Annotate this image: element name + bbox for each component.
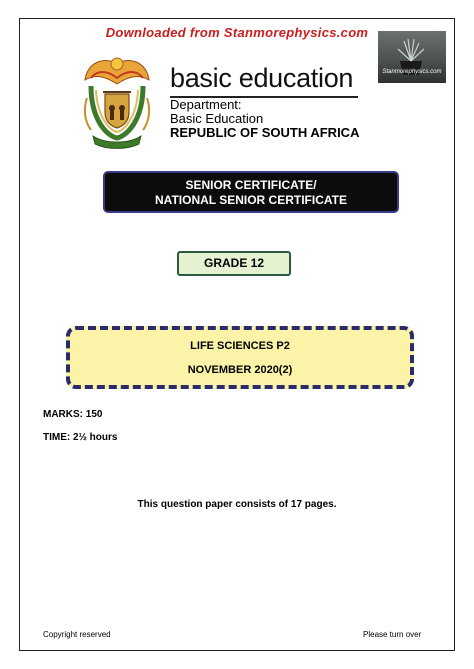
exam-session: NOVEMBER 2020(2): [187, 364, 293, 376]
subject-name: LIFE SCIENCES P2: [190, 340, 290, 352]
page-count-note: This question paper consists of 17 pages.: [137, 499, 337, 510]
downloaded-from-banner: Downloaded from Stanmorephysics.com: [105, 25, 369, 40]
grade-badge: GRADE 12: [177, 251, 291, 276]
copyright-footer: Copyright reserved: [43, 630, 111, 639]
subject-panel: [66, 326, 414, 389]
department-block: [170, 98, 359, 140]
coat-of-arms-icon: [77, 50, 157, 150]
certificate-line-2: NATIONAL SENIOR CERTIFICATE: [155, 193, 347, 207]
stanmorephysics-thumbnail-icon: [378, 31, 446, 83]
department-label: Department:: [170, 97, 242, 112]
marks-text: MARKS: 150: [43, 409, 103, 420]
department-name: Basic Education: [170, 111, 264, 126]
plant-pot-icon: [378, 31, 446, 83]
country-name: REPUBLIC OF SOUTH AFRICA: [170, 125, 360, 140]
time-text: TIME: 2½ hours: [43, 432, 118, 443]
brand-title: basic education: [170, 63, 354, 93]
certificate-banner: [103, 171, 399, 213]
thumbnail-label: Stanmorephysics.com: [382, 69, 442, 75]
turn-over-footer: Please turn over: [363, 630, 422, 639]
certificate-line-1: SENIOR CERTIFICATE/: [185, 178, 317, 192]
